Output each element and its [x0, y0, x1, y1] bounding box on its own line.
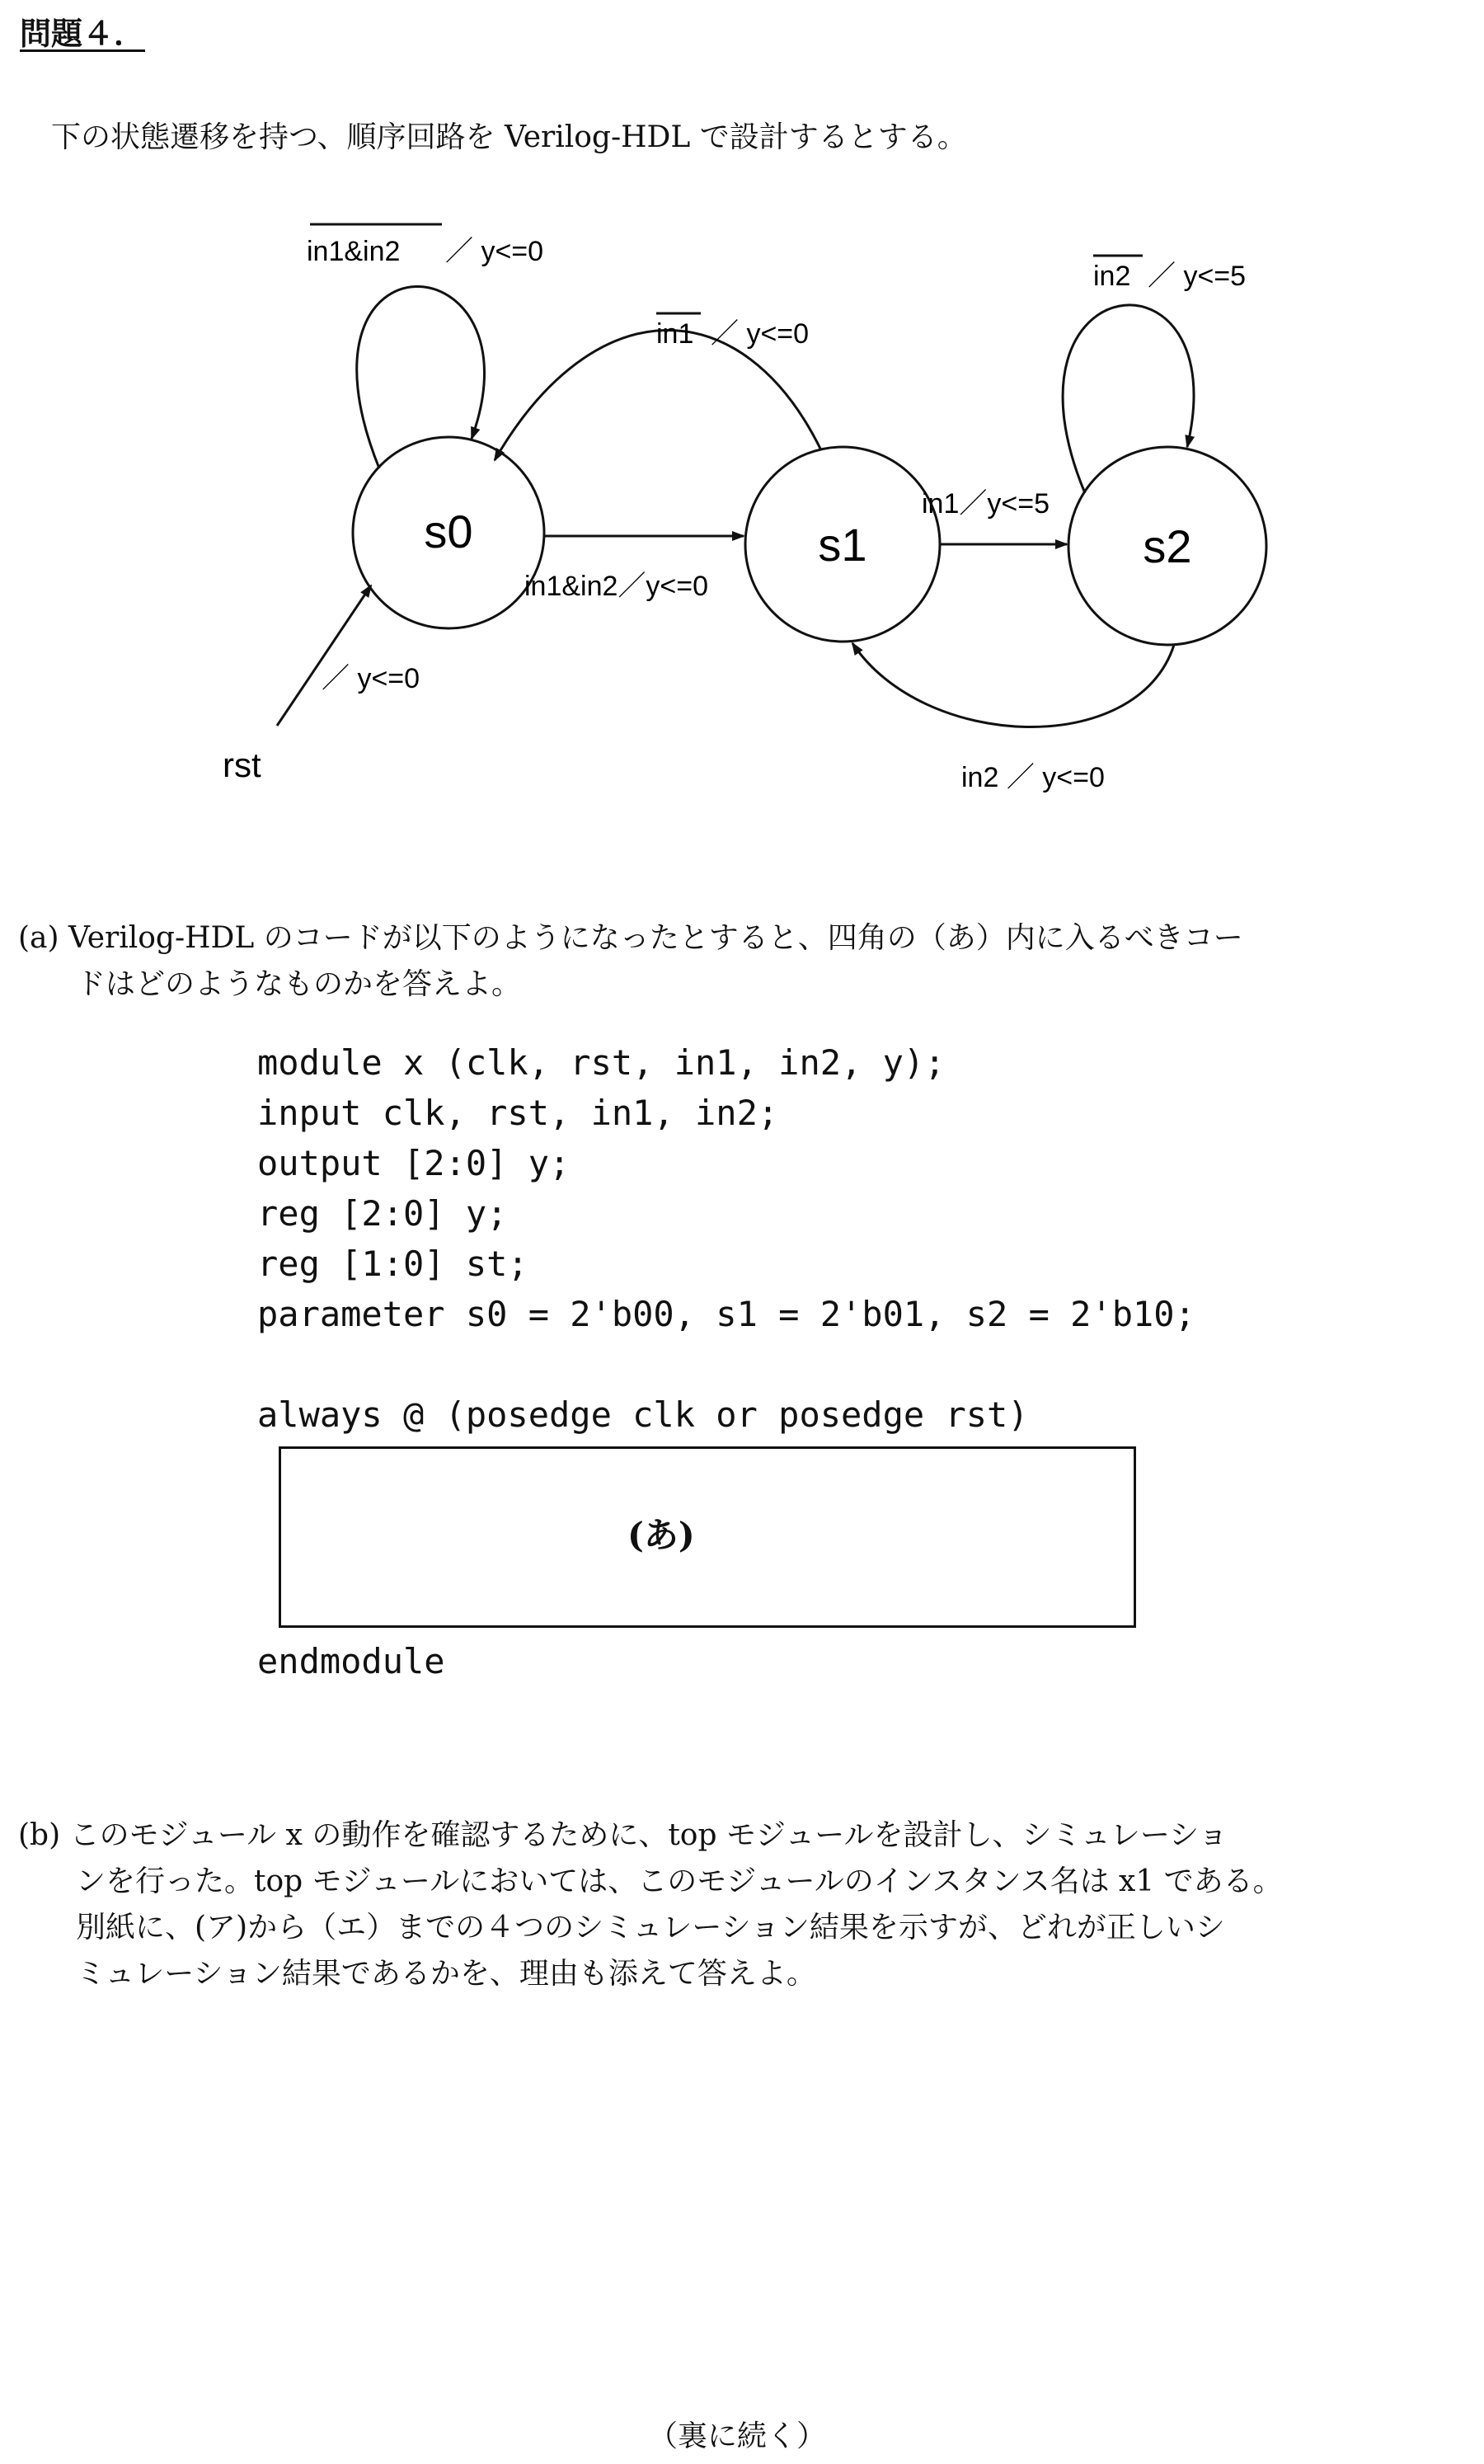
- s1-to-s0-label: [656, 313, 809, 350]
- code-line: output [2:0] y;: [257, 1143, 571, 1183]
- verilog-code-block: [257, 1037, 1195, 1440]
- s2-self-loop-action: ／ y<=5: [1148, 261, 1247, 292]
- state-s1-label: s1: [818, 519, 867, 571]
- answer-box: [279, 1446, 1136, 1628]
- s0-self-loop-cond: in1&in2: [307, 236, 401, 267]
- question-a-line2: ドはどのようなものかを答えよ。: [76, 967, 522, 1001]
- continued-footer: （裏に続く）: [648, 2419, 827, 2453]
- question-a-marker: (a): [18, 921, 59, 955]
- state-s0-label: s0: [424, 505, 473, 557]
- s1-to-s0-cond: in1: [656, 318, 694, 350]
- code-line: reg [2:0] y;: [257, 1193, 508, 1234]
- s2-self-loop-cond: in2: [1093, 261, 1131, 292]
- reset-label: ／ y<=0: [322, 663, 420, 694]
- code-line: reg [1:0] st;: [257, 1244, 528, 1284]
- code-line: always @ (posedge clk or posedge rst): [257, 1394, 1029, 1435]
- question-a-line1: Verilog-HDL のコードが以下のようになったとすると、四角の（あ）内に入るべきコー: [68, 921, 1243, 955]
- s0-to-s1-label: in1&in2／y<=0: [524, 571, 709, 602]
- state-transition-diagram: [0, 190, 1484, 849]
- answer-box-label: (あ): [627, 1515, 695, 1555]
- intro-text: 下の状態遷移を持つ、順序回路を Verilog-HDL で設計するとする。: [51, 120, 967, 154]
- question-b-marker: (b): [18, 1818, 61, 1852]
- question-b-line1: このモジュール x の動作を確認するために、top モジュールを設計し、シミュレーショ: [69, 1818, 1228, 1852]
- code-line: parameter s0 = 2'b00, s1 = 2'b01, s2 = 2'b10;: [257, 1294, 1195, 1334]
- s1-to-s0-action: ／ y<=0: [711, 318, 810, 350]
- question-b-line2: ンを行った。top モジュールにおいては、このモジュールのインスタンス名は x1 である。: [76, 1864, 1283, 1898]
- s2-to-s1-label: in2 ／ y<=0: [961, 762, 1105, 793]
- state-s0: [353, 437, 544, 628]
- s2-self-loop-label: [1093, 256, 1246, 292]
- problem-title: 問題４．: [20, 15, 146, 52]
- reset-arrow: [277, 585, 371, 726]
- reset-input-label: rst: [223, 745, 261, 784]
- s1-to-s0-arrow: [495, 330, 821, 460]
- s2-to-s1-arrow: [852, 643, 1174, 727]
- question-b-line3: 別紙に、(ア)から（エ）までの４つのシミュレーション結果を示すが、どれが正しいシ: [76, 1911, 1225, 1944]
- code-line: input clk, rst, in1, in2;: [257, 1093, 779, 1133]
- s2-self-loop-arrow: [1063, 305, 1194, 493]
- s1-to-s2-label: in1／y<=5: [922, 488, 1050, 520]
- code-line: [257, 1339, 1195, 1390]
- s0-self-loop-action: ／ y<=0: [445, 236, 544, 267]
- code-line: module x (clk, rst, in1, in2, y);: [257, 1042, 946, 1083]
- state-s2: [1068, 447, 1266, 645]
- state-s1: [745, 447, 940, 642]
- question-b: [18, 1813, 1469, 1997]
- code-endmodule: endmodule: [257, 1641, 445, 1681]
- state-s2-label: s2: [1143, 520, 1192, 572]
- question-b-line4: ミュレーション結果であるかを、理由も添えて答えよ。: [76, 1957, 816, 1991]
- question-a: [18, 915, 1469, 1008]
- s0-self-loop-label: [307, 224, 543, 267]
